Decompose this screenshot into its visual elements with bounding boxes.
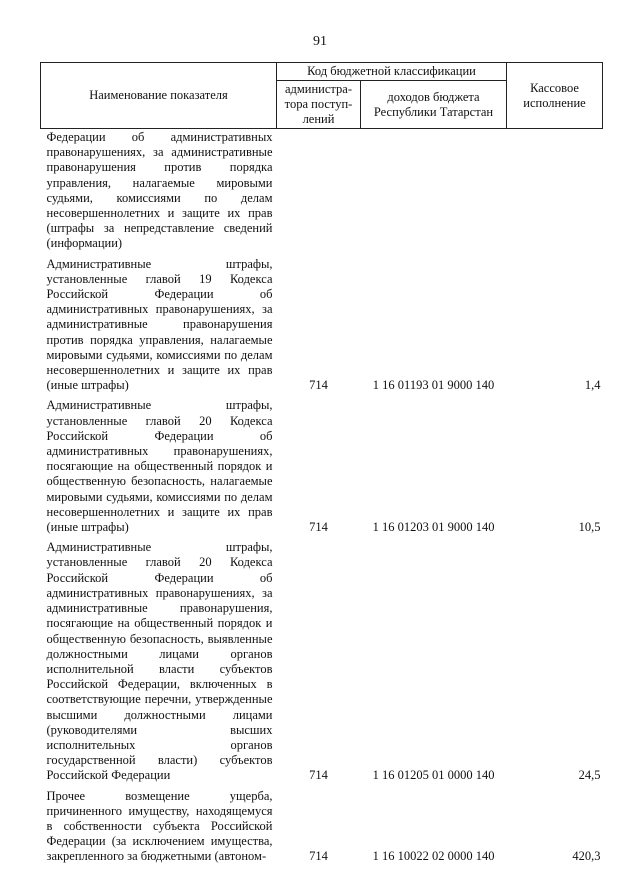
table-row bbox=[41, 535, 603, 783]
cash-execution-cell bbox=[507, 129, 603, 252]
indicator-name-cell: Административные штрафы, установленные главой 20 Кодекса Российской Федерации об административных правонарушениях, за административные правонарушения, посягающие на общественный порядок и общественную безопасность, выявленные должностными лицами органов исполнительной власти субъектов Российской Федерации, включенных в соответствующие перечни, утвержденные высшими должностными лицами (руководителями высших исполнительных органов государственной власти) субъектов Российской Федерации bbox=[46, 540, 273, 783]
cash-execution-cell: 10,5 bbox=[578, 520, 601, 535]
table-row bbox=[41, 252, 603, 394]
table-header bbox=[41, 63, 603, 129]
header-indicator-name: Наименование показателя bbox=[41, 63, 277, 129]
revenue-code-cell: 1 16 01205 01 0000 140 bbox=[372, 768, 495, 783]
header-cash-execution: Кассовое исполнение bbox=[507, 63, 603, 129]
administrator-code-cell: 714 bbox=[309, 520, 328, 535]
revenue-code-cell: 1 16 01193 01 9000 140 bbox=[372, 378, 495, 393]
table-row bbox=[41, 129, 603, 252]
revenue-code-cell: 1 16 01203 01 9000 140 bbox=[372, 520, 495, 535]
administrator-code-cell: 714 bbox=[309, 378, 328, 393]
administrator-code-cell bbox=[277, 129, 361, 252]
indicator-name-cell: Административные штрафы, установленные главой 20 Кодекса Российской Федерации об административных правонарушениях, посягающие на общественный порядок и общественную безопасность, налагаемые мировыми судьями, комиссиями по делам несовершеннолетних и защите их прав (иные штрафы) bbox=[46, 398, 273, 535]
table-row bbox=[41, 784, 603, 865]
cash-execution-cell: 420,3 bbox=[572, 849, 601, 864]
header-budget-code-group: Код бюджетной классификации bbox=[277, 63, 507, 81]
indicator-name-cell: Федерации об административных правонарушениях, за административные правонарушения против порядка управления, налагаемые мировыми судьями, комиссиями по делам несовершеннолетних и защите их прав (штрафы за непредставление сведений (информации) bbox=[46, 130, 273, 251]
cash-execution-cell: 1,4 bbox=[584, 378, 601, 393]
budget-execution-table bbox=[40, 62, 603, 865]
revenue-code-cell bbox=[361, 129, 507, 252]
cash-execution-cell: 24,5 bbox=[578, 768, 601, 783]
administrator-code-cell: 714 bbox=[309, 768, 328, 783]
header-revenue-code: доходов бюджета Республики Татарстан bbox=[361, 81, 507, 129]
table-row bbox=[41, 393, 603, 535]
indicator-name-cell: Административные штрафы, установленные главой 19 Кодекса Российской Федерации об административных правонарушениях, за административные правонарушения против порядка управления, налагаемые мировыми судьями, комиссиями по делам несовершеннолетних и защите их прав (иные штрафы) bbox=[46, 256, 273, 393]
administrator-code-cell: 714 bbox=[309, 849, 328, 864]
revenue-code-cell: 1 16 10022 02 0000 140 bbox=[372, 849, 495, 864]
header-administrator-code: администра-тора поступ-лений bbox=[277, 81, 361, 129]
page-number: 91 bbox=[313, 34, 327, 49]
indicator-name-cell: Прочее возмещение ущерба, причиненного имуществу, находящемуся в собственности субъекта Российской Федерации (за исключением имущества, закрепленного за бюджетными (автоном- bbox=[46, 788, 273, 864]
table-body bbox=[41, 129, 603, 865]
